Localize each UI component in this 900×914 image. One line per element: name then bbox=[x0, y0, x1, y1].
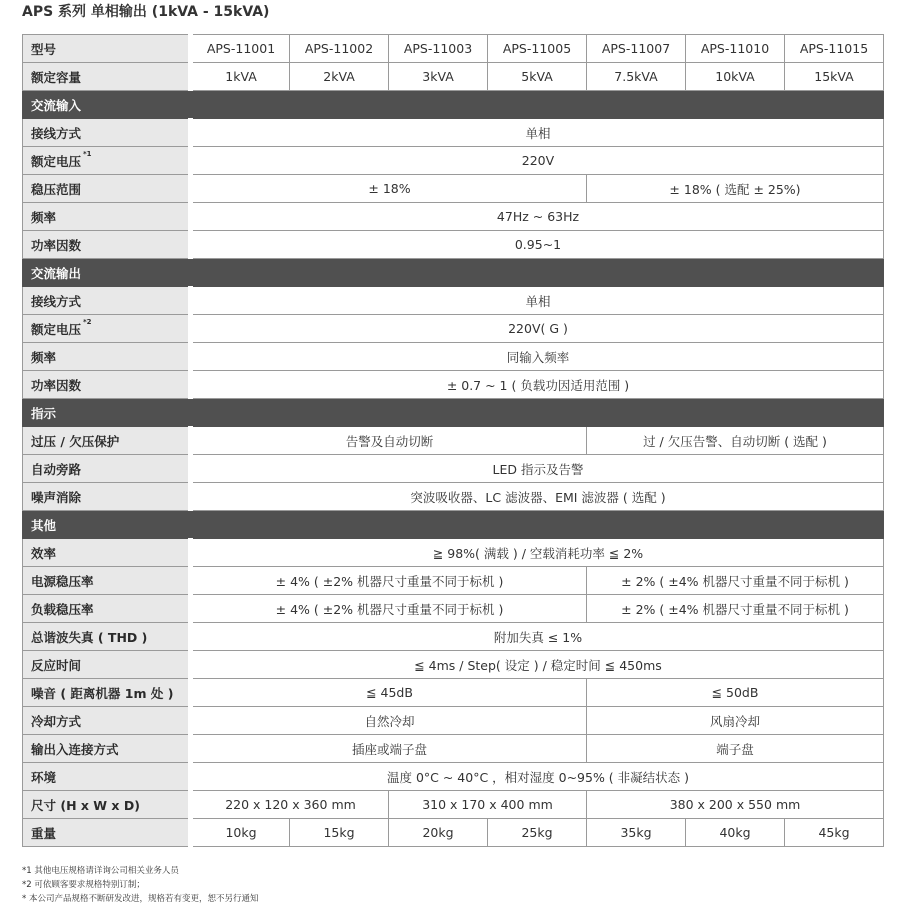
table-row bbox=[23, 427, 884, 455]
table-row bbox=[23, 287, 884, 315]
row-label: 效率 bbox=[23, 539, 191, 567]
section-ac-output bbox=[23, 259, 884, 287]
value-cell: LED 指示及告警 bbox=[191, 455, 884, 483]
value-cell: ± 18% bbox=[191, 175, 587, 203]
row-label: 稳压范围 bbox=[23, 175, 191, 203]
capacity-cell: 3kVA bbox=[389, 63, 488, 91]
row-label: 负载稳压率 bbox=[23, 595, 191, 623]
model-cell: APS-11002 bbox=[290, 35, 389, 63]
value-cell: 220 x 120 x 360 mm bbox=[191, 791, 389, 819]
model-cell: APS-11007 bbox=[587, 35, 686, 63]
spec-table bbox=[22, 34, 884, 847]
capacity-cell: 10kVA bbox=[686, 63, 785, 91]
footnote: *1 其他电压规格请详询公司相关业务人员 bbox=[22, 866, 179, 876]
footnote: *2 可依顾客要求规格特别订制； bbox=[22, 880, 145, 890]
value-cell: ± 4% ( ±2% 机器尺寸重量不同于标机 ) bbox=[191, 595, 587, 623]
row-label-text: 额定电压 bbox=[31, 153, 82, 169]
value-cell: 单相 bbox=[191, 119, 884, 147]
value-cell: ≧ 98%( 满载 ) / 空载消耗功率 ≦ 2% bbox=[191, 539, 884, 567]
row-label: 噪声消除 bbox=[23, 483, 191, 511]
table-row bbox=[23, 791, 884, 819]
row-label: 接线方式 bbox=[23, 119, 191, 147]
value-cell: 同输入频率 bbox=[191, 343, 884, 371]
row-label: 重量 bbox=[23, 819, 191, 847]
table-row bbox=[23, 735, 884, 763]
table-row bbox=[23, 175, 884, 203]
capacity-cell: 1kVA bbox=[191, 63, 290, 91]
row-label: 噪音 ( 距离机器 1m 处 ) bbox=[23, 679, 191, 707]
value-cell: ± 2% ( ±4% 机器尺寸重量不同于标机 ) bbox=[587, 567, 884, 595]
table-row bbox=[23, 651, 884, 679]
table-row bbox=[23, 623, 884, 651]
row-label bbox=[23, 147, 191, 175]
weight-cell: 10kg bbox=[191, 819, 290, 847]
table-row bbox=[23, 539, 884, 567]
table-row bbox=[23, 315, 884, 343]
value-cell: 0.95~1 bbox=[191, 231, 884, 259]
value-cell: 自然冷却 bbox=[191, 707, 587, 735]
row-label: 接线方式 bbox=[23, 287, 191, 315]
model-cell: APS-11001 bbox=[191, 35, 290, 63]
row-label: 电源稳压率 bbox=[23, 567, 191, 595]
value-cell: ≦ 50dB bbox=[587, 679, 884, 707]
value-cell: 风扇冷却 bbox=[587, 707, 884, 735]
table-row bbox=[23, 483, 884, 511]
table-row bbox=[23, 707, 884, 735]
table-row-capacity bbox=[23, 63, 884, 91]
row-label: 频率 bbox=[23, 203, 191, 231]
value-cell: 突波吸收器、LC 滤波器、EMI 滤波器 ( 选配 ) bbox=[191, 483, 884, 511]
table-row bbox=[23, 147, 884, 175]
value-cell: ± 2% ( ±4% 机器尺寸重量不同于标机 ) bbox=[587, 595, 884, 623]
section-title: 指示 bbox=[23, 399, 884, 427]
value-cell: ≦ 4ms / Step( 设定 ) / 稳定时间 ≦ 450ms bbox=[191, 651, 884, 679]
section-title: 交流输入 bbox=[23, 91, 884, 119]
footnotes bbox=[22, 864, 258, 906]
table-row bbox=[23, 567, 884, 595]
section-title: 其他 bbox=[23, 511, 884, 539]
table-row bbox=[23, 203, 884, 231]
row-label: 型号 bbox=[23, 35, 191, 63]
model-cell: APS-11010 bbox=[686, 35, 785, 63]
row-label: 频率 bbox=[23, 343, 191, 371]
footnote: * 本公司产品规格不断研发改进，规格若有变更，恕不另行通知 bbox=[22, 894, 259, 904]
section-ac-input bbox=[23, 91, 884, 119]
value-cell: 380 x 200 x 550 mm bbox=[587, 791, 884, 819]
row-label: 功率因数 bbox=[23, 231, 191, 259]
section-other bbox=[23, 511, 884, 539]
value-cell: ± 0.7 ~ 1 ( 负载功因适用范围 ) bbox=[191, 371, 884, 399]
footnote-mark: *2 bbox=[83, 317, 92, 326]
table-row bbox=[23, 371, 884, 399]
value-cell: 47Hz ~ 63Hz bbox=[191, 203, 884, 231]
value-cell: 310 x 170 x 400 mm bbox=[389, 791, 587, 819]
section-indication bbox=[23, 399, 884, 427]
value-cell: ± 18% ( 选配 ± 25%) bbox=[587, 175, 884, 203]
capacity-cell: 5kVA bbox=[488, 63, 587, 91]
capacity-cell: 15kVA bbox=[785, 63, 884, 91]
weight-cell: 20kg bbox=[389, 819, 488, 847]
table-row bbox=[23, 119, 884, 147]
value-cell: 端子盘 bbox=[587, 735, 884, 763]
table-row bbox=[23, 455, 884, 483]
value-cell: 单相 bbox=[191, 287, 884, 315]
value-cell: ± 4% ( ±2% 机器尺寸重量不同于标机 ) bbox=[191, 567, 587, 595]
value-cell: 220V bbox=[191, 147, 884, 175]
page-title: APS 系列 单相输出 (1kVA - 15kVA) bbox=[22, 4, 270, 20]
row-label-text: 额定电压 bbox=[31, 321, 82, 337]
row-label bbox=[23, 315, 191, 343]
row-label: 尺寸 (H x W x D) bbox=[23, 791, 191, 819]
row-label: 输出入连接方式 bbox=[23, 735, 191, 763]
weight-cell: 25kg bbox=[488, 819, 587, 847]
value-cell: 插座或端子盘 bbox=[191, 735, 587, 763]
value-cell: 附加失真 ≤ 1% bbox=[191, 623, 884, 651]
table-row bbox=[23, 595, 884, 623]
weight-cell: 15kg bbox=[290, 819, 389, 847]
capacity-cell: 7.5kVA bbox=[587, 63, 686, 91]
model-cell: APS-11003 bbox=[389, 35, 488, 63]
weight-cell: 45kg bbox=[785, 819, 884, 847]
value-cell: 告警及自动切断 bbox=[191, 427, 587, 455]
model-cell: APS-11005 bbox=[488, 35, 587, 63]
table-row-model bbox=[23, 35, 884, 63]
weight-cell: 40kg bbox=[686, 819, 785, 847]
row-label: 过压 / 欠压保护 bbox=[23, 427, 191, 455]
row-label: 功率因数 bbox=[23, 371, 191, 399]
row-label: 冷却方式 bbox=[23, 707, 191, 735]
footnote-mark: *1 bbox=[83, 149, 92, 158]
section-title: 交流输出 bbox=[23, 259, 884, 287]
value-cell: 220V( G ) bbox=[191, 315, 884, 343]
row-label: 额定容量 bbox=[23, 63, 191, 91]
capacity-cell: 2kVA bbox=[290, 63, 389, 91]
value-cell: ≦ 45dB bbox=[191, 679, 587, 707]
table-row bbox=[23, 343, 884, 371]
row-label: 环境 bbox=[23, 763, 191, 791]
table-row bbox=[23, 679, 884, 707]
value-cell: 过 / 欠压告警、自动切断 ( 选配 ) bbox=[587, 427, 884, 455]
row-label: 反应时间 bbox=[23, 651, 191, 679]
table-row bbox=[23, 819, 884, 847]
row-label: 总谐波失真 ( THD ) bbox=[23, 623, 191, 651]
table-row bbox=[23, 231, 884, 259]
row-label: 自动旁路 bbox=[23, 455, 191, 483]
weight-cell: 35kg bbox=[587, 819, 686, 847]
table-row bbox=[23, 763, 884, 791]
value-cell: 温度 0°C ~ 40°C ，相对湿度 0~95% ( 非凝结状态 ) bbox=[191, 763, 884, 791]
model-cell: APS-11015 bbox=[785, 35, 884, 63]
